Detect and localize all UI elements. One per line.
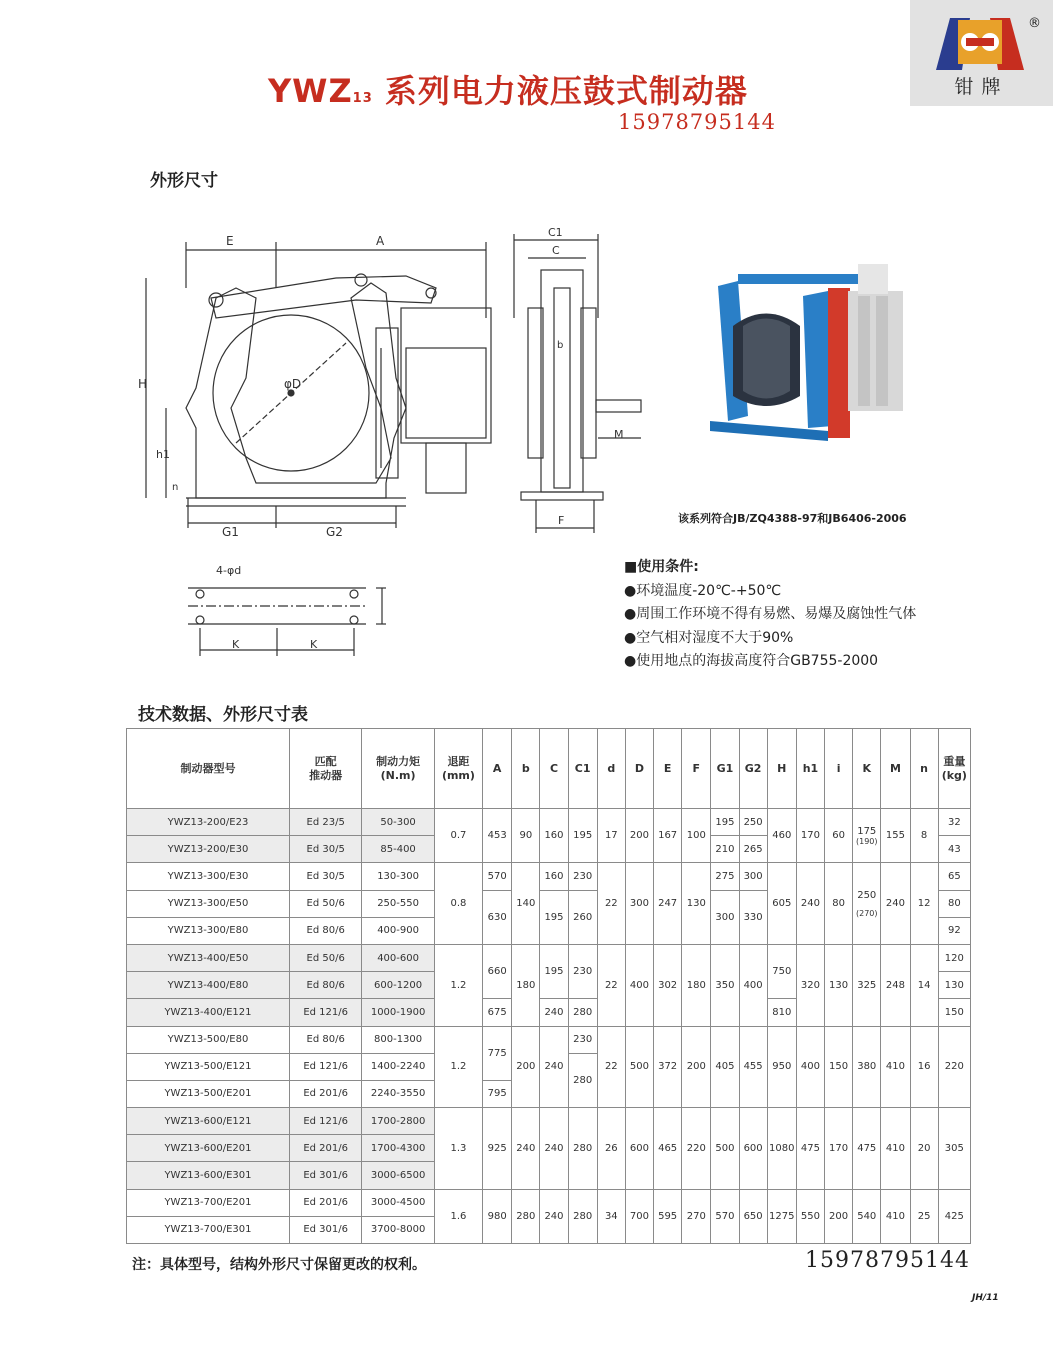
- dim-label-D: φD: [284, 377, 302, 391]
- col-header: 匹配 推动器: [289, 729, 361, 809]
- table-cell: 550: [796, 1189, 824, 1243]
- dim-label-K-left: K: [232, 638, 240, 651]
- table-cell-thruster: Ed 201/6: [289, 1189, 361, 1216]
- table-cell-thruster: Ed 23/5: [289, 809, 361, 836]
- k-alt-value: (270): [855, 908, 878, 918]
- table-cell: 300: [625, 863, 653, 945]
- table-cell: 150: [938, 999, 970, 1026]
- table-cell: 570: [711, 1189, 739, 1243]
- table-cell: 195: [568, 809, 597, 863]
- table-cell-model: YWZ13-300/E50: [127, 890, 290, 917]
- col-header: n: [910, 729, 938, 809]
- table-cell: 280: [568, 1108, 597, 1190]
- table-cell: 167: [654, 809, 682, 863]
- table-cell-model: YWZ13-500/E80: [127, 1026, 290, 1053]
- col-header: G2: [739, 729, 767, 809]
- table-cell: 280: [568, 1053, 597, 1107]
- table-cell: 65: [938, 863, 970, 890]
- col-header: H: [767, 729, 796, 809]
- table-cell: 240: [796, 863, 824, 945]
- table-cell-model: YWZ13-400/E80: [127, 972, 290, 999]
- table-cell-thruster: Ed 121/6: [289, 1053, 361, 1080]
- table-cell: 265: [739, 836, 767, 863]
- table-cell: 280: [512, 1189, 540, 1243]
- table-cell: 350: [711, 944, 739, 1026]
- dim-label-h1: h1: [156, 448, 170, 461]
- table-cell: 180: [682, 944, 711, 1026]
- table-cell: 8: [910, 809, 938, 863]
- table-cell-torque: 1400-2240: [362, 1053, 434, 1080]
- conditions-heading: ■使用条件:: [624, 559, 699, 575]
- title-rest: 系列电力液压鼓式制动器: [372, 72, 748, 110]
- table-cell: 22: [597, 1026, 625, 1108]
- table-cell: 475: [853, 1108, 881, 1190]
- table-cell: 100: [682, 809, 711, 863]
- table-cell: 150: [825, 1026, 853, 1108]
- table-cell: 465: [654, 1108, 682, 1190]
- table-cell: 0.7: [434, 809, 482, 863]
- table-cell: 250: [739, 809, 767, 836]
- table-cell: 460: [767, 809, 796, 863]
- table-cell: 275: [711, 863, 739, 890]
- table-cell: 230: [568, 1026, 597, 1053]
- table-cell-torque: 2240-3550: [362, 1080, 434, 1107]
- table-cell: 795: [483, 1080, 512, 1107]
- dim-label-M: M: [614, 428, 624, 441]
- table-cell-model: YWZ13-500/E201: [127, 1080, 290, 1107]
- table-cell: 130: [938, 972, 970, 999]
- k-value: 175: [857, 825, 877, 837]
- title-subscript: 13: [352, 91, 373, 106]
- page-code: JH/11: [972, 1293, 999, 1303]
- table-cell: 130: [682, 863, 711, 945]
- col-header: E: [654, 729, 682, 809]
- product-photo: [708, 256, 928, 441]
- dim-label-G1: G1: [222, 525, 239, 539]
- dim-label-b: b: [557, 340, 564, 351]
- table-cell-model: YWZ13-400/E121: [127, 999, 290, 1026]
- table-cell: 26: [597, 1108, 625, 1190]
- table-cell: 230: [568, 944, 597, 998]
- table-cell: 90: [512, 809, 540, 863]
- table-cell: 14: [910, 944, 938, 1026]
- dim-label-F: F: [558, 514, 565, 527]
- table-cell: 600: [625, 1108, 653, 1190]
- table-cell-thruster: Ed 80/6: [289, 972, 361, 999]
- title-prefix: YWZ: [268, 72, 353, 110]
- brand-name: 钳牌: [954, 76, 1009, 98]
- table-cell: 160: [540, 809, 568, 863]
- brand-mark-icon: [932, 14, 1028, 70]
- table-cell: 675: [483, 999, 512, 1026]
- table-cell: 280: [568, 1189, 597, 1243]
- table-cell: 925: [483, 1108, 512, 1190]
- table-cell: 600: [739, 1108, 767, 1190]
- table-cell-thruster: Ed 50/6: [289, 944, 361, 971]
- table-cell: 410: [881, 1108, 910, 1190]
- table-cell-thruster: Ed 30/5: [289, 836, 361, 863]
- col-header: b: [512, 729, 540, 809]
- table-cell: 0.8: [434, 863, 482, 945]
- col-header: K: [853, 729, 881, 809]
- table-cell: 1.2: [434, 1026, 482, 1108]
- table-cell: 20: [910, 1108, 938, 1190]
- table-cell: 170: [796, 809, 824, 863]
- table-cell: 400: [625, 944, 653, 1026]
- outline-drawing: [136, 226, 624, 668]
- table-cell: 180: [512, 944, 540, 1026]
- table-cell: [853, 863, 881, 945]
- section-heading-outline: 外形尺寸: [150, 171, 218, 191]
- table-cell: 700: [625, 1189, 653, 1243]
- table-cell-torque: 1700-2800: [362, 1108, 434, 1135]
- table-cell: 500: [711, 1108, 739, 1190]
- table-cell-model: YWZ13-600/E301: [127, 1162, 290, 1189]
- table-cell-torque: 1700-4300: [362, 1135, 434, 1162]
- table-cell: 325: [853, 944, 881, 1026]
- condition-item: ●周围工作环境不得有易燃、易爆及腐蚀性气体: [624, 606, 917, 622]
- table-cell: 195: [540, 944, 568, 998]
- table-cell-torque: 1000-1900: [362, 999, 434, 1026]
- table-cell: 305: [938, 1108, 970, 1190]
- table-cell: 60: [825, 809, 853, 863]
- table-cell: 1080: [767, 1108, 796, 1190]
- table-cell-thruster: Ed 201/6: [289, 1080, 361, 1107]
- col-header: G1: [711, 729, 739, 809]
- table-cell: 750: [767, 944, 796, 998]
- table-cell: 130: [825, 944, 853, 1026]
- table-cell: 120: [938, 944, 970, 971]
- table-cell-torque: 50-300: [362, 809, 434, 836]
- table-cell: 1275: [767, 1189, 796, 1243]
- table-cell-thruster: Ed 121/6: [289, 1108, 361, 1135]
- standard-compliance: 该系列符合JB/ZQ4388-97和JB6406-2006: [678, 512, 907, 525]
- table-cell: 170: [825, 1108, 853, 1190]
- table-cell-thruster: Ed 201/6: [289, 1135, 361, 1162]
- table-cell: 270: [682, 1189, 711, 1243]
- table-cell-model: YWZ13-600/E201: [127, 1135, 290, 1162]
- table-cell: 195: [711, 809, 739, 836]
- footnote: 注：具体型号，结构外形尺寸保留更改的权利。: [132, 1257, 426, 1273]
- table-cell: 12: [910, 863, 938, 945]
- table-cell: 16: [910, 1026, 938, 1108]
- table-cell-thruster: Ed 121/6: [289, 999, 361, 1026]
- table-cell-model: YWZ13-700/E301: [127, 1216, 290, 1243]
- dim-label-A: A: [376, 234, 385, 248]
- table-cell: 280: [568, 999, 597, 1026]
- col-header: 重量 (kg): [938, 729, 970, 809]
- table-cell-thruster: Ed 80/6: [289, 1026, 361, 1053]
- dim-label-C1: C1: [548, 226, 563, 239]
- table-cell-model: YWZ13-400/E50: [127, 944, 290, 971]
- col-header: M: [881, 729, 910, 809]
- condition-item: ●使用地点的海拔高度符合GB755-2000: [624, 653, 879, 669]
- table-cell: 92: [938, 917, 970, 944]
- dim-label-E: E: [226, 234, 234, 248]
- table-cell: 810: [767, 999, 796, 1026]
- table-cell-torque: 250-550: [362, 890, 434, 917]
- table-cell-model: YWZ13-500/E121: [127, 1053, 290, 1080]
- table-cell: 200: [625, 809, 653, 863]
- table-cell: 248: [881, 944, 910, 1026]
- table-cell: 210: [711, 836, 739, 863]
- table-cell-model: YWZ13-200/E23: [127, 809, 290, 836]
- table-cell-torque: 85-400: [362, 836, 434, 863]
- table-cell: 240: [512, 1108, 540, 1190]
- table-cell: 605: [767, 863, 796, 945]
- table-cell: 1.6: [434, 1189, 482, 1243]
- table-cell: 400: [739, 944, 767, 1026]
- dim-label-d: 4-φd: [216, 564, 242, 577]
- col-header: C: [540, 729, 568, 809]
- table-cell: [853, 809, 881, 863]
- k-alt-value: (190): [855, 836, 878, 846]
- table-cell-torque: 400-900: [362, 917, 434, 944]
- dim-label-C: C: [552, 244, 560, 257]
- phone-number-bottom: 15978795144: [805, 1248, 970, 1273]
- condition-item: ●空气相对湿度不大于90%: [624, 629, 794, 646]
- table-cell: 372: [654, 1026, 682, 1108]
- table-cell: 300: [711, 890, 739, 944]
- table-cell: 240: [540, 999, 568, 1026]
- dim-label-H: H: [138, 377, 148, 391]
- col-header: C1: [568, 729, 597, 809]
- registered-mark: ®: [1028, 16, 1041, 31]
- col-header: i: [825, 729, 853, 809]
- table-cell: 1.3: [434, 1108, 482, 1190]
- table-cell: 405: [711, 1026, 739, 1108]
- col-header: 制动力矩 (N.m): [362, 729, 434, 809]
- table-cell: 570: [483, 863, 512, 890]
- table-cell: 410: [881, 1189, 910, 1243]
- table-cell: 195: [540, 890, 568, 944]
- table-cell: 240: [881, 863, 910, 945]
- table-cell: 775: [483, 1026, 512, 1080]
- table-cell: 80: [825, 863, 853, 945]
- col-header: D: [625, 729, 653, 809]
- table-cell: 330: [739, 890, 767, 944]
- table-cell: 140: [512, 863, 540, 945]
- table-cell-torque: 400-600: [362, 944, 434, 971]
- table-cell: 980: [483, 1189, 512, 1243]
- table-cell: 220: [938, 1026, 970, 1108]
- spec-table: [126, 728, 971, 1244]
- table-cell: 425: [938, 1189, 970, 1243]
- table-cell: 160: [540, 863, 568, 890]
- table-cell: 240: [540, 1108, 568, 1190]
- table-cell: 155: [881, 809, 910, 863]
- table-cell-thruster: Ed 80/6: [289, 917, 361, 944]
- table-cell-torque: 130-300: [362, 863, 434, 890]
- table-cell-thruster: Ed 30/5: [289, 863, 361, 890]
- table-cell: 240: [540, 1026, 568, 1108]
- table-cell: 17: [597, 809, 625, 863]
- table-cell-torque: 3700-8000: [362, 1216, 434, 1243]
- table-cell: 320: [796, 944, 824, 1026]
- table-cell: 22: [597, 944, 625, 1026]
- section-heading-table: 技术数据、外形尺寸表: [138, 705, 308, 725]
- table-cell: 220: [682, 1108, 711, 1190]
- table-cell-torque: 3000-6500: [362, 1162, 434, 1189]
- table-cell: 25: [910, 1189, 938, 1243]
- table-cell: 950: [767, 1026, 796, 1108]
- table-cell-thruster: Ed 301/6: [289, 1162, 361, 1189]
- table-cell: 200: [682, 1026, 711, 1108]
- condition-item: ●环境温度-20℃-+50℃: [624, 582, 782, 599]
- table-cell-model: YWZ13-600/E121: [127, 1108, 290, 1135]
- usage-conditions: [624, 556, 916, 674]
- table-cell: 595: [654, 1189, 682, 1243]
- table-cell: 240: [540, 1189, 568, 1243]
- table-cell-torque: 3000-4500: [362, 1189, 434, 1216]
- table-cell: 300: [739, 863, 767, 890]
- table-cell: 32: [938, 809, 970, 836]
- table-cell: 80: [938, 890, 970, 917]
- table-cell: 475: [796, 1108, 824, 1190]
- dim-label-K-right: K: [310, 638, 318, 651]
- table-cell: 200: [512, 1026, 540, 1108]
- k-value: 250: [857, 889, 877, 901]
- table-cell: 400: [796, 1026, 824, 1108]
- table-cell-model: YWZ13-300/E30: [127, 863, 290, 890]
- table-cell: 22: [597, 863, 625, 945]
- col-header: 制动器型号: [127, 729, 290, 809]
- table-cell: 200: [825, 1189, 853, 1243]
- table-cell-model: YWZ13-200/E30: [127, 836, 290, 863]
- page-title: [268, 66, 748, 112]
- col-header: F: [682, 729, 711, 809]
- table-cell: 455: [739, 1026, 767, 1108]
- table-cell: 230: [568, 863, 597, 890]
- table-cell-torque: 800-1300: [362, 1026, 434, 1053]
- table-cell: 660: [483, 944, 512, 998]
- col-header: h1: [796, 729, 824, 809]
- table-cell-thruster: Ed 301/6: [289, 1216, 361, 1243]
- table-cell: 380: [853, 1026, 881, 1108]
- dim-label-n: n: [172, 482, 179, 493]
- table-cell: 410: [881, 1026, 910, 1108]
- phone-number-top: 15978795144: [618, 110, 776, 134]
- table-cell: 1.2: [434, 944, 482, 1026]
- table-cell-torque: 600-1200: [362, 972, 434, 999]
- table-cell: 34: [597, 1189, 625, 1243]
- table-cell: 500: [625, 1026, 653, 1108]
- col-header: d: [597, 729, 625, 809]
- table-cell-thruster: Ed 50/6: [289, 890, 361, 917]
- table-cell: 302: [654, 944, 682, 1026]
- dim-label-G2: G2: [326, 525, 343, 539]
- table-cell: 540: [853, 1189, 881, 1243]
- table-cell: 247: [654, 863, 682, 945]
- table-cell: 630: [483, 890, 512, 944]
- col-header: 退距 (mm): [434, 729, 482, 809]
- table-cell: 453: [483, 809, 512, 863]
- table-cell: 650: [739, 1189, 767, 1243]
- table-cell: 43: [938, 836, 970, 863]
- table-cell: 260: [568, 890, 597, 944]
- table-cell-model: YWZ13-700/E201: [127, 1189, 290, 1216]
- col-header: A: [483, 729, 512, 809]
- table-cell-model: YWZ13-300/E80: [127, 917, 290, 944]
